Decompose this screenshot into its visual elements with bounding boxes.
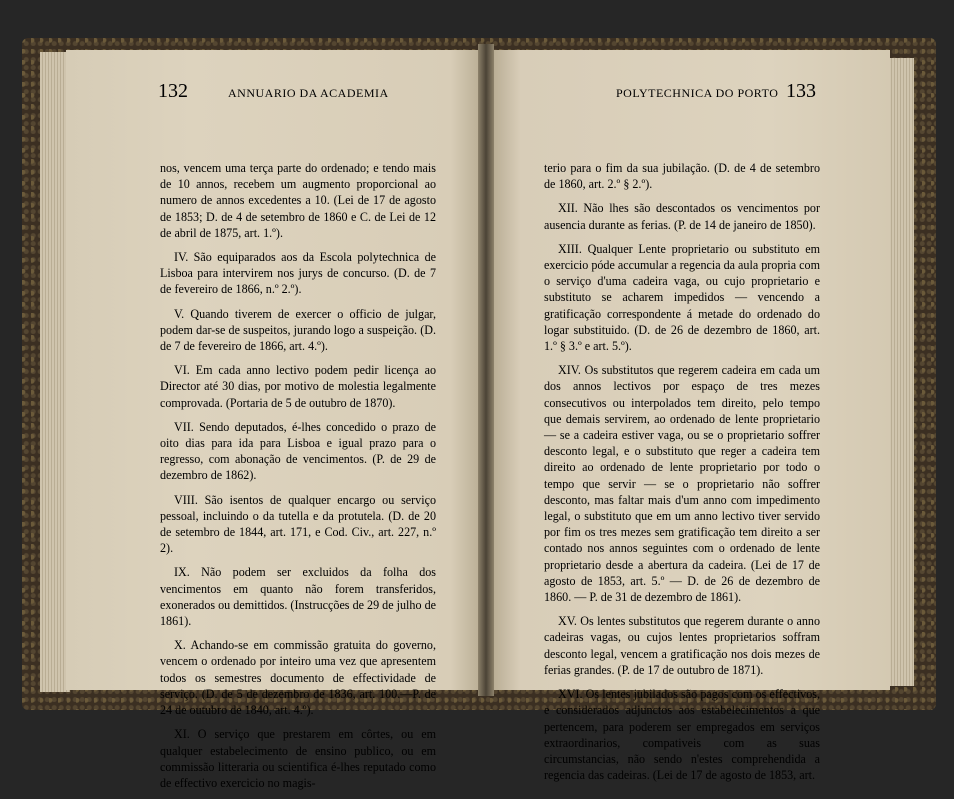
page-edges-right <box>888 58 914 686</box>
left-page-text <box>160 160 436 799</box>
paragraph: IV. São equiparados aos da Escola polytechnica de Lisboa para intervirem nos jurys de concurso. (D. de 7 de fevereiro de 1866, n.º 2.º). <box>160 250 436 297</box>
paragraph: XVI. Os lentes jubilados são pagos com os effectivos, e considerados adjunctos aos estabelecimentos a que pertencem, para poderem ser empregados em serviços extraordinarios, compativeis com as suas circumstancias, não sendo n'estes comprehendida a regencia das cadeiras. (Lei de 17 de agosto de 1853, art. <box>544 687 820 783</box>
paragraph: XII. Não lhes são descontados os vencimentos por ausencia durante as ferias. (P. de 14 de janeiro de 1850). <box>544 201 820 232</box>
right-running-header: POLYTECHNICA DO PORTO <box>616 86 779 100</box>
paragraph: terio para o fim da sua jubilação. (D. de 4 de setembro de 1860, art. 2.º § 2.º). <box>544 161 820 192</box>
paragraph: XV. Os lentes substitutos que regerem durante o anno cadeiras vagas, ou cujos lentes proprietarios soffram desconto legal, vencem a gratificação nos dois mezes de ferias grandes. (P. de 17 de outubro de 1871). <box>544 614 820 677</box>
paragraph: VII. Sendo deputados, é-lhes concedido o prazo de oito dias para ida para Lisboa e igual prazo para o regresso, com abonação de vencimentos. (P. de 29 de dezembro de 1862). <box>160 419 436 483</box>
paragraph: VIII. São isentos de qualquer encargo ou serviço pessoal, incluindo o da tutella e da protutela. (D. de 20 de setembro de 1844, art. 171, e Cod. Civ., art. 227, n.º 2). <box>160 492 436 556</box>
paragraph: nos, vencem uma terça parte do ordenado; e tendo mais de 10 annos, recebem um augmento proporcional ao numero de annos excedentes a 10. (Lei de 17 de agosto de 1853; D. de 4 de setembro de 1860 e C. de Lei de 12 de abril de 1875, art. 1.º). <box>160 161 436 240</box>
paragraph: XIII. Qualquer Lente proprietario ou substituto em exercicio póde accumular a regencia da aula propria com o serviço d'uma cadeira vaga, ou cujo proprietario e substituto se acharem impedidos — vencendo a gratificação correspondente á metade do ordenado do logar substituido. (D. de 26 de dezembro de 1860, art. 1.º § 3.º e art. 5.º). <box>544 241 820 354</box>
paragraph: XIV. Os substitutos que regerem cadeira em cada um dos annos lectivos por espaço de tres mezes consecutivos ou interpolados tem direito, pelo tempo que demais servirem, ao ordenado de lente proprietario — se a cadeira estiver vaga, ou se o proprietario soffrer desconto legal, e o substituto que reger a cadeira tem direito ao ordenado de lente proprietario por todo o tempo que servir — se o proprietario não soffrer desconto, mas faltar mais d'um anno com impedimento legal, o substituto que em um anno lectivo tiver servido por fim os tres mezes sem gratificação tem direito a ser contado nos annos seguintes com o ordenado de lente proprietario desde a abertura da cadeira. (Lei de 17 de agosto de 1853, art. 5.º — D. de 26 de dezembro de 1860. — P. de 31 de dezembro de 1861). <box>544 363 820 605</box>
paragraph: VI. Em cada anno lectivo podem pedir licença ao Director até 30 dias, por motivo de molestia legalmente comprovada. (Portaria de 5 de outubro de 1870). <box>160 363 436 410</box>
left-page-number: 132 <box>158 80 188 102</box>
paragraph: XI. O serviço que prestarem em côrtes, ou em qualquer estabelecimento de ensino publico, ou em commissão litteraria ou scientifica é-lhes reputado como de effectivo exercicio no magis- <box>160 727 436 790</box>
paragraph: V. Quando tiverem de exercer o officio de julgar, podem dar-se de suspeitos, jurando logo a suspeição. (D. de 7 de fevereiro de 1866, art. 4.º). <box>160 306 436 354</box>
right-page-number: 133 <box>786 80 816 102</box>
paragraph: IX. Não podem ser excluidos da folha dos vencimentos em quanto não forem transferidos, exonerados ou demittidos. (Instrucções de 29 de julho de 1861). <box>160 565 436 629</box>
paragraph: X. Achando-se em commissão gratuita do governo, vencem o ordenado por inteiro uma vez que apresentem todos os semestres documento de effectividade de serviço. (D. de 5 de dezembro de 1836, art. 100.—P. de 24 de outubro de 1840, art. 4.º). <box>160 638 436 718</box>
right-page-text <box>544 160 820 791</box>
book-gutter <box>478 44 494 696</box>
left-running-header: ANNUARIO DA ACADEMIA <box>228 86 389 100</box>
